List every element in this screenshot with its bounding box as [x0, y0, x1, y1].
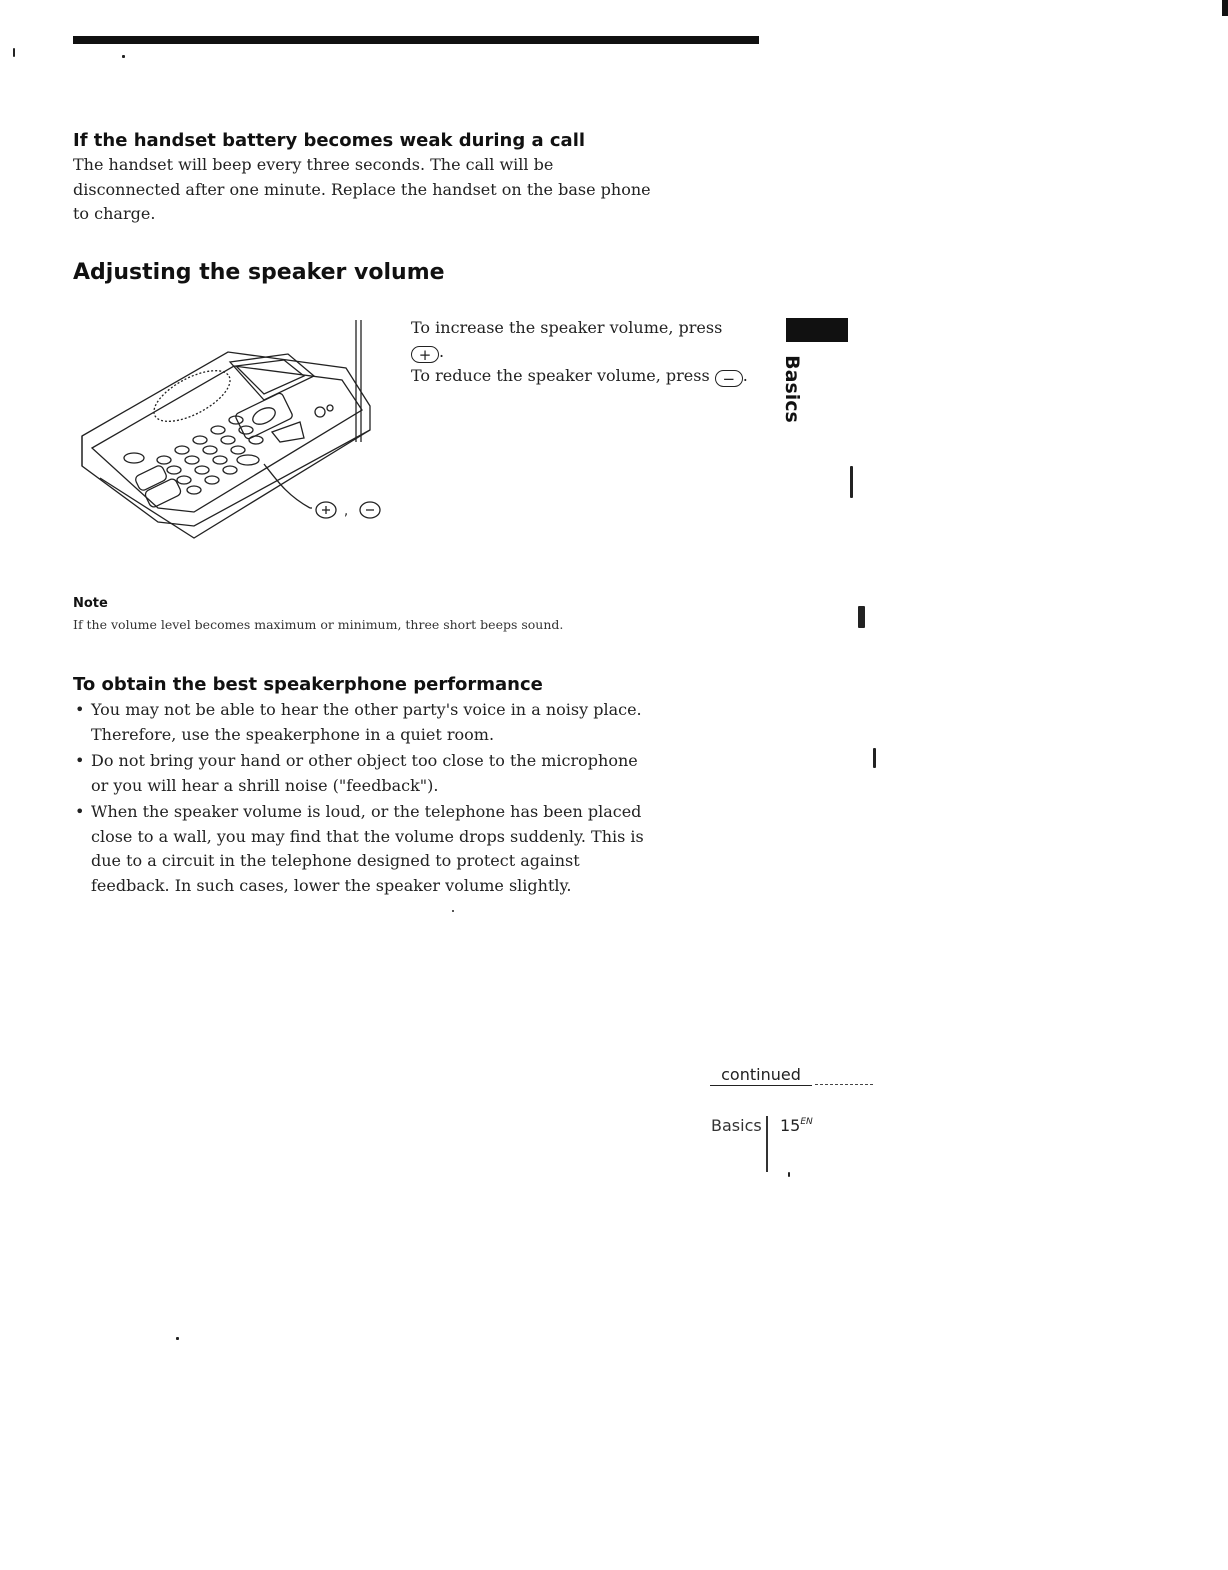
- scan-speck: [858, 606, 865, 628]
- increase-text: To increase the speaker volume, press: [411, 318, 723, 337]
- reduce-text: To reduce the speaker volume, press: [411, 366, 710, 385]
- scan-speck: [873, 748, 876, 768]
- section-tab-label: Basics: [781, 355, 803, 423]
- top-rule: [73, 36, 759, 44]
- phone-drawing: [74, 318, 386, 540]
- note-text: If the volume level becomes maximum or minimum, three short beeps sound.: [73, 617, 564, 632]
- scan-speck: [788, 1172, 790, 1177]
- page-number-value: 15: [780, 1116, 801, 1135]
- base-phone-illustration: [74, 318, 386, 540]
- continued-label: continued: [710, 1065, 812, 1086]
- increase-instruction: [411, 316, 761, 364]
- scan-speck: [13, 48, 15, 57]
- footer-divider: [766, 1116, 768, 1172]
- list-item: • You may not be able to hear the other party's voice in a noisy place. Therefore, use the speakerphone in a quiet room.: [73, 698, 653, 747]
- scan-speck: [176, 1337, 179, 1340]
- speakerphone-tips: [73, 698, 653, 900]
- volume-heading: Adjusting the speaker volume: [73, 260, 445, 285]
- scan-speck: [122, 55, 125, 58]
- minus-button-icon: −: [715, 370, 743, 387]
- note-label: Note: [73, 596, 108, 611]
- list-item: • When the speaker volume is loud, or the telephone has been placed close to a wall, you may find that the volume drops suddenly. This is due to a circuit in the telephone designed to protect against feedback. In such cases, lower the speaker volume slightly.: [73, 800, 653, 898]
- page-number: [780, 1116, 813, 1135]
- increase-period: .: [439, 342, 445, 361]
- continued-rule: [815, 1084, 873, 1085]
- plus-button-icon: +: [411, 346, 439, 363]
- scan-speck: [452, 910, 454, 912]
- battery-heading: If the handset battery becomes weak during a call: [73, 130, 586, 151]
- volume-instructions: [411, 316, 761, 388]
- page-number-suffix: EN: [800, 1117, 813, 1127]
- callout-separator: ,: [344, 504, 349, 519]
- list-item: • Do not bring your hand or other object too close to the microphone or you will hear a shrill noise ("feedback").: [73, 749, 653, 798]
- scan-speck: [850, 466, 853, 498]
- speakerphone-heading: To obtain the best speakerphone performance: [73, 674, 543, 695]
- edge-mark: [1222, 0, 1228, 16]
- battery-body: The handset will beep every three seconds. The call will be disconnected after one minute. Replace the handset on the base phone to charge.: [73, 155, 651, 223]
- reduce-period: .: [742, 366, 748, 385]
- section-tab-marker: [786, 318, 848, 342]
- reduce-instruction: [411, 364, 761, 388]
- footer-section-name: Basics: [711, 1116, 762, 1135]
